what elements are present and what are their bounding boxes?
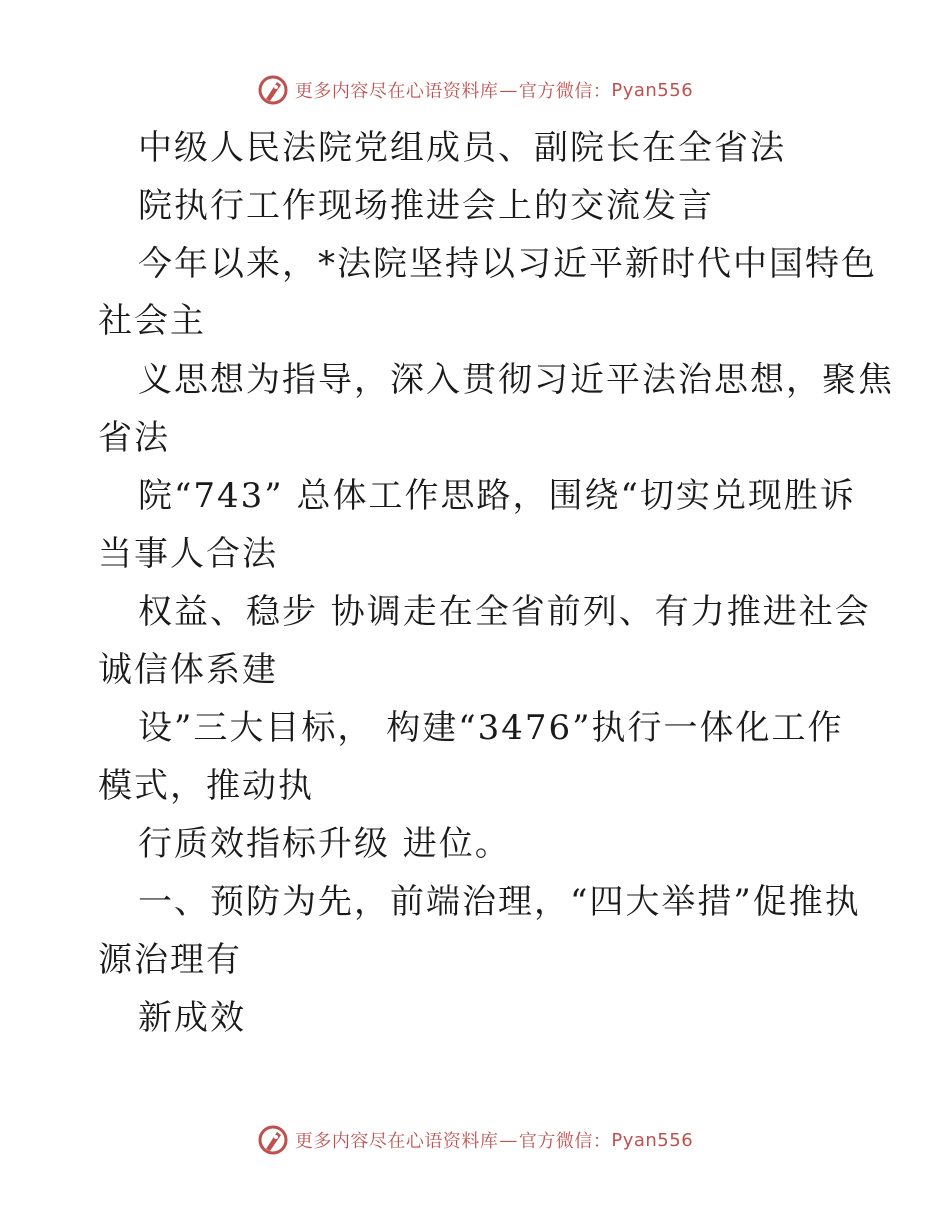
document-line: 省法 (98, 418, 170, 458)
document-line: 中级人民法院党组成员、副院长在全省法 (138, 128, 786, 168)
footer-watermark (0, 1120, 950, 1160)
document-line: 社会主 (98, 301, 206, 341)
wechat-label: 官方微信： (518, 1131, 612, 1152)
pen-nib-circle-icon (257, 1124, 289, 1156)
wechat-label: 官方微信： (518, 81, 612, 102)
document-line: 诚信体系建 (98, 650, 278, 690)
watermark-text: 更多内容尽在心语资料库 (294, 1131, 499, 1152)
wechat-id: Pyan556 (611, 79, 694, 101)
document-line: 一、预防为先，前端治理，“四大举措”促推执 (138, 882, 861, 922)
document-line: 设”三大目标， 构建“3476”执行一体化工作 (138, 708, 844, 748)
wechat-id: Pyan556 (611, 1129, 694, 1151)
document-line: 行质效指标升级 进位。 (138, 824, 511, 864)
document-line: 院“743” 总体工作思路，围绕“切实兑现胜诉 (138, 476, 856, 516)
document-line: 新成效 (138, 998, 246, 1038)
document-line: 义思想为指导，深入贯彻习近平法治思想，聚焦 (138, 360, 894, 400)
watermark-separator: — (499, 1129, 518, 1151)
document-line: 源治理有 (98, 940, 242, 980)
watermark-text: 更多内容尽在心语资料库 (294, 81, 499, 102)
document-line: 当事人合法 (98, 534, 278, 574)
document-line: 权益、稳步 协调走在全省前列、有力推进社会 (138, 592, 871, 632)
document-line: 院执行工作现场推进会上的交流发言 (138, 186, 714, 226)
document-line: 今年以来，*法院坚持以习近平新时代中国特色 (138, 244, 877, 284)
watermark-separator: — (499, 79, 518, 101)
document-line: 模式，推动执 (98, 766, 314, 806)
